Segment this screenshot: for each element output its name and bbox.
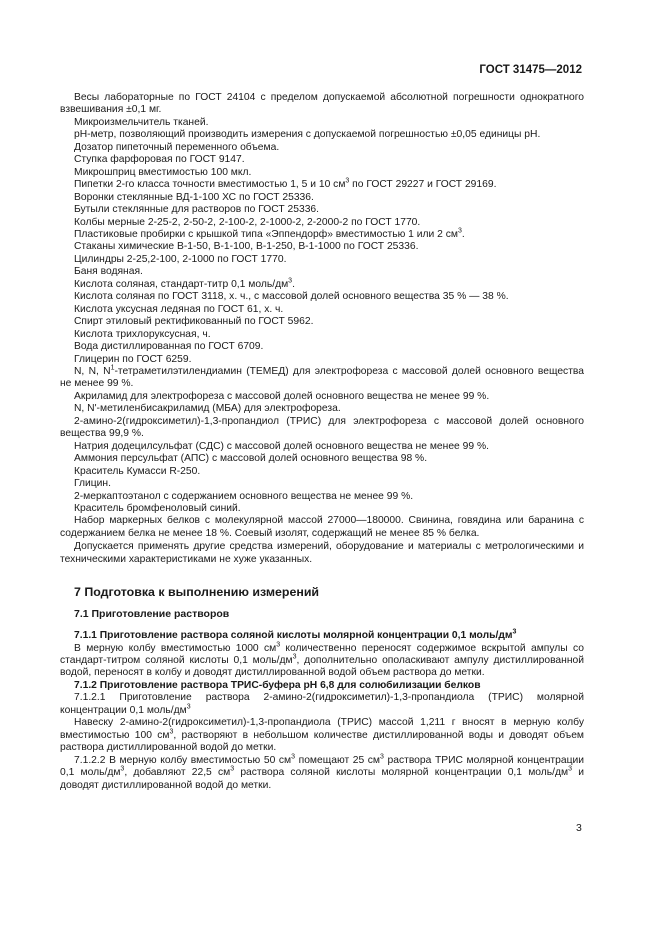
equipment-item: N, N, $N^1$-тетраметилэтилендиамин (ТЕМЕД) для электрофореза с массовой долей основного вещества не менее 99 %. [60,364,584,390]
equipment-item: Кислота соляная, стандарт-титр 0,1 моль/$дм^3$. [74,277,295,290]
section-7-title: 7 Подготовка к выполнению измерений [74,585,320,600]
equipment-item: Кислота трихлоруксусная, ч. [74,328,211,340]
equipment-item: Колбы мерные 2-25-2, 2-50-2, 2-100-2, 2-1000-2, 2-2000-2 по ГОСТ 1770. [74,216,421,228]
equipment-item: Пипетки 2-го класса точности вместимостью 1, 5 и 10 $см^3$ по ГОСТ 29227 и ГОСТ 29169. [74,177,497,191]
equipment-item: Цилиндры 2-25,2-100, 2-1000 по ГОСТ 1770. [74,253,287,265]
equipment-item: Баня водяная. [74,266,143,278]
page-number: 3 [576,822,582,834]
section-7-1-title: 7.1 Приготовление растворов [74,607,230,620]
equipment-item: Вода дистиллированная по ГОСТ 6709. [74,341,264,353]
paragraph-7-1-2-1: 7.1.2.1 Приготовление раствора 2-амино-2(гидроксиметил)-1,3-пропандиола (ТРИС) молярной концентрации 0,1 моль/$дм^3$ [60,692,584,716]
equipment-item: Краситель Кумасси R-250. [74,465,201,477]
equipment-item: Краситель бромфеноловый синий. [74,502,241,514]
paragraph-7-1-2-1b: Навеску 2-амино-2(гидроксиметил)-1,3-пропандиола (ТРИС) массой 1,211 г вносят в мерную колбу вместимостью 100 $см^3$, растворяют в небольшом количестве дистиллированной воды и доводят объем раствора дистиллированной водой до метки. [60,717,585,754]
equipment-item: Глицин. [74,478,111,490]
equipment-item: Стаканы химические В-1-50, В-1-100, В-1-250, В-1-1000 по ГОСТ 25336. [74,241,419,253]
equipment-list [60,92,584,566]
equipment-item: Кислота соляная по ГОСТ 3118, х. ч., с массовой долей основного вещества 35 % — 38 %. [74,291,509,303]
equipment-item: Допускается применять другие средства измерений, оборудование и материалы с метрологическими и техническими характеристиками не хуже указанных. [60,541,584,565]
equipment-item: Воронки стеклянные ВД-1-100 ХС по ГОСТ 25336. [74,191,314,203]
equipment-item: Весы лабораторные по ГОСТ 24104 с пределом допускаемой абсолютной погрешности однократного взвешивания ±0,1 мг. [60,92,584,116]
equipment-item: Натрия додецилсульфат (СДС) с массовой долей основного вещества не менее 99 %. [74,440,489,452]
equipment-item: Бутыли стеклянные для растворов по ГОСТ 25336. [74,204,320,216]
paragraph-7-1-2-2: 7.1.2.2 В мерную колбу вместимостью 50 $см^3$ помещают 25 $см^3$ раствора ТРИС молярной концентрации 0,1 моль/$дм^3$, добавляют 22,5 $см^3$ раствора соляной кислоты молярной концентрации 0,1 моль/$дм^3$ и доводят дистиллированной водой до метки. [60,753,584,791]
equipment-item: pH-метр, позволяющий производить измерения с допускаемой погрешностью ±0,05 единицы pH. [74,129,541,141]
equipment-item: Микрошприц вместимостью 100 мкл. [74,166,252,178]
standard-header: ГОСТ 31475—2012 [479,64,582,76]
page-body [60,92,584,792]
equipment-item: Аммония персульфат (АПС) с массовой долей основного вещества 98 %. [74,453,428,465]
equipment-item: 2-амино-2(гидроксиметил)-1,3-пропандиол (ТРИС) для электрофореза с массовой долей основного вещества 99,9 %. [60,415,584,440]
paragraph-7-1-1: В мерную колбу вместимостью 1000 $см^3$ количественно переносят содержимое вскрытой ампулы со стандарт-титром соляной кислоты 0,1 моль/$дм^3$, дополнительно ополаскивают ампулу дистиллированной водой, переносят в колбу и доводят дистиллированной водой объем раствора до метки. [60,641,585,679]
section-7-1-2-title: 7.1.2 Приготовление раствора ТРИС-буфера рН 6,8 для солюбилизации белков [74,679,481,691]
equipment-item: Ступка фарфоровая по ГОСТ 9147. [74,154,245,166]
equipment-item: Глицерин по ГОСТ 6259. [74,353,192,365]
equipment-item: Акриламид для электрофореза с массовой долей основного вещества не менее 99 %. [74,390,490,402]
equipment-item: Дозатор пипеточный переменного объема. [74,141,280,153]
equipment-item: Набор маркерных белков с молекулярной массой 27000—180000. Свинина, говядина или баранина с содержанием белка не менее 18 %. Соевый изолят, содержащий не менее 85 % белка. [60,515,584,539]
equipment-item: Микроизмельчитель тканей. [74,116,209,128]
section-7-1-1-title: 7.1.1 Приготовление раствора соляной кислоты молярной концентрации 0,1 моль/$дм^3$ [74,628,517,642]
equipment-item: Спирт этиловый ректификованный по ГОСТ 5962. [74,316,314,328]
equipment-item: Пластиковые пробирки с крышкой типа «Эппендорф» вместимостью 1 или 2 $см^3$. [74,227,465,240]
equipment-item: 2-меркаптоэтанол с содержанием основного вещества не менее 99 %. [74,490,414,502]
equipment-item: Кислота уксусная ледяная по ГОСТ 61, х. ч. [74,303,284,315]
equipment-item: N, N'-метиленбисакриламид (МБА) для электрофореза. [74,403,341,415]
